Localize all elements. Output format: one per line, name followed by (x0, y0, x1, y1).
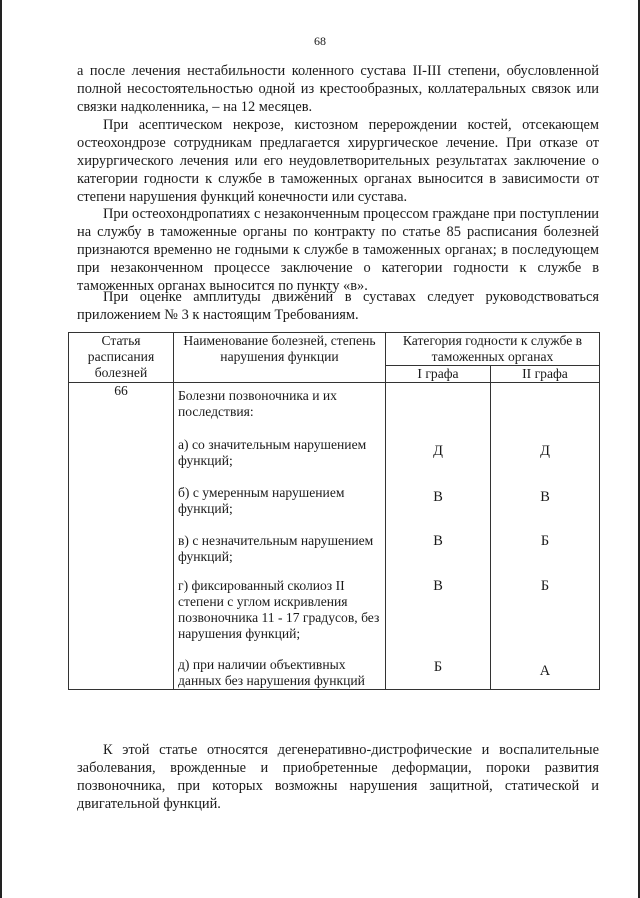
table-row (69, 383, 600, 690)
paragraph-osteochondropathy: При остеохондропатиях с незаконченным процессом граждане при поступлении на службу в таможенные органы по контракту по статье 85 расписания болезней признаются временно не годными к службе в таможенных органах; в последующем при незаконченном процессе заключение о категории годности к службе в таможенных органах выносится по пункту «в». (77, 206, 599, 294)
page-number: 68 (314, 34, 326, 48)
grade-2-item-c: Б (540, 533, 550, 549)
disease-intro: Болезни позвоночника и их последствия: (178, 388, 337, 419)
disease-item-d: г) фиксированный сколиоз II степени с углом искривления позвоночника 11 - 17 градусов, без нарушения функций; (178, 578, 380, 641)
grade-1-item-b: В (433, 489, 443, 505)
grade-1-item-c: В (433, 533, 443, 549)
grade-2-item-e: А (539, 663, 551, 679)
grade-2-item-a: Д (540, 443, 550, 459)
grade-1-item-a: Д (433, 443, 443, 459)
header-grade-1: I графа (386, 366, 491, 383)
grade-1-item-e: Б (433, 659, 443, 675)
grade-2-column (491, 383, 600, 690)
header-disease-name: Наименование болезней, степень нарушения функции (174, 333, 386, 383)
paragraph-article-scope: К этой статье относятся дегенеративно-дистрофические и воспалительные заболевания, врожденные и приобретенные деформации, пороки развития позвоночника, при которых возможны нарушения защитной, статической и двигательной функций. (77, 742, 599, 812)
disease-schedule-table (68, 332, 600, 690)
header-article: Статья расписания болезней (69, 333, 174, 383)
page-edge-left (0, 0, 2, 898)
header-fitness-category: Категория годности к службе в таможенных органах (386, 333, 600, 366)
article-number: 66 (69, 383, 174, 690)
header-grade-2: II графа (491, 366, 600, 383)
grade-1-column (386, 383, 491, 690)
paragraph-aseptic-necrosis: При асептическом некрозе, кистозном перерождении костей, отсекающем остеохондрозе сотрудникам предлагается хирургическое лечение. При отказе от хирургического лечения или его неудовлетворительных результатах заключение о категории годности к службе в таможенных органах выносится в зависимости от степени нарушения функций конечности или сустава. (77, 117, 599, 205)
disease-item-c: в) с незначительным нарушением функций; (178, 533, 374, 564)
grade-1-item-d: В (433, 578, 443, 594)
paragraph-continuation: а после лечения нестабильности коленного сустава II-III степени, обусловленной полной несостоятельностью одной из крестообразных, коллатеральных связок или связки надколенника, – на 12 месяцев. (77, 63, 599, 115)
disease-item-a: а) со значительным нарушением функций; (178, 437, 367, 468)
disease-list (174, 383, 386, 690)
paragraph-joint-amplitude: При оценке амплитуды движений в суставах следует руководствоваться приложением № 3 к настоящим Требованиям. (77, 289, 599, 323)
grade-2-item-d: Б (540, 578, 550, 594)
grade-2-item-b: В (540, 489, 550, 505)
disease-item-e: д) при наличии объективных данных без нарушения функций (178, 657, 365, 688)
disease-item-b: б) с умеренным нарушением функций; (178, 485, 345, 516)
